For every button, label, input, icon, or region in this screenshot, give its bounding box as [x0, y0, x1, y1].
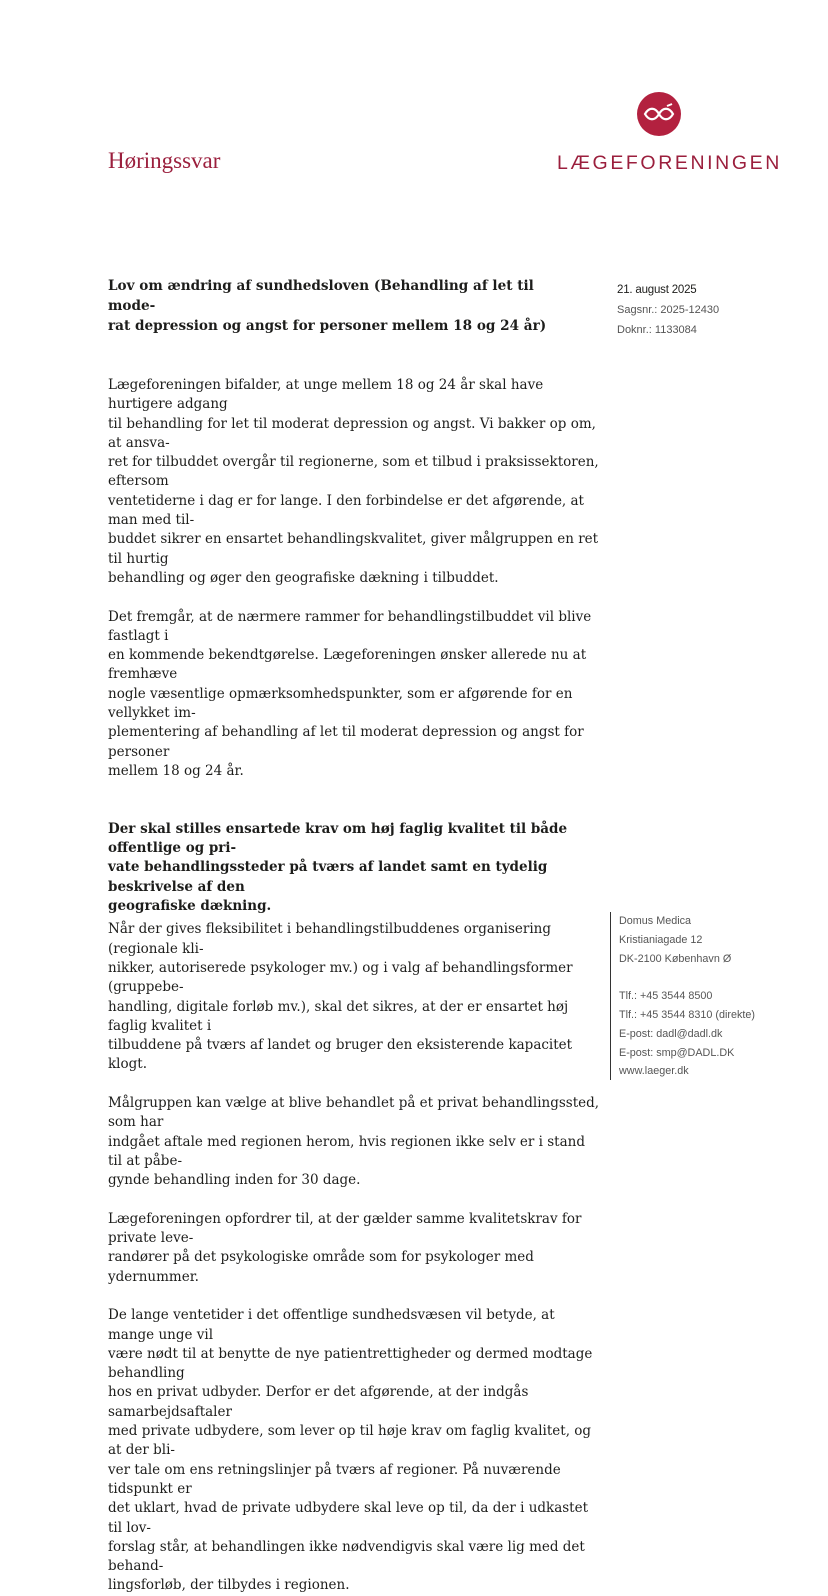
- contact-block: [610, 912, 779, 1080]
- text-line: være nødt til at benytte de nye patientrettigheder og dermed modtage behandling: [108, 1345, 593, 1382]
- paragraph-4: [108, 1094, 602, 1190]
- text-line: til behandling for let til moderat depression og angst. Vi bakker op om, at ansva-: [108, 415, 596, 451]
- text-line: ventetiderne i dag er for lange. I den forbindelse er det afgørende, at man med til-: [108, 492, 584, 529]
- document-number: Doknr.: 1133084: [617, 324, 697, 336]
- text-line: det uklart, hvad de private udbydere skal leve op til, da der i udkastet til lov-: [108, 1500, 589, 1536]
- document-meta: [617, 280, 797, 340]
- contact-email-1: E-post: dadl@dadl.dk: [619, 1027, 723, 1040]
- text-line: randører på det psykologiske område som for psykologer med ydernummer.: [108, 1249, 534, 1285]
- text-line: forslag står, at behandlingen ikke nødvendigvis skal være lig med det behand-: [108, 1538, 585, 1575]
- contact-email-2: E-post: smp@DADL.DK: [619, 1046, 735, 1059]
- paragraph-6: [108, 1306, 602, 1595]
- text-line: Det fremgår, at de nærmere rammer for behandlingstilbuddet vil blive fastlagt i: [108, 608, 592, 644]
- document-title: [108, 276, 548, 336]
- text-line: Målgruppen kan vælge at blive behandlet på et privat behandlingssted, som har: [108, 1094, 600, 1131]
- text-line: behandling og øger den geografiske dækning i tilbuddet.: [108, 569, 499, 586]
- paragraph-3: [108, 920, 602, 1074]
- contact-website: www.laeger.dk: [619, 1065, 689, 1078]
- text-line: en kommende bekendtgørelse. Lægeforeningen ønsker allerede nu at fremhæve: [108, 647, 587, 683]
- paragraph-2: [108, 608, 602, 782]
- text-line: Der skal stilles ensartede krav om høj faglig kvalitet til både offentlige og pri-: [108, 820, 568, 857]
- text-line: lingsforløb, der tilbydes i regionen.: [108, 1577, 350, 1594]
- contact-org: Domus Medica: [619, 915, 692, 927]
- text-line: buddet sikrer en ensartet behandlingskvalitet, giver målgruppen en ret til hurtig: [108, 531, 599, 567]
- document-date: 21. august 2025: [617, 284, 697, 296]
- logo-emblem: [637, 92, 681, 136]
- paragraph-5: [108, 1210, 602, 1287]
- text-line: indgået aftale med regionen herom, hvis regionen ikke selv er i stand til at påbe-: [108, 1133, 585, 1169]
- contact-phone: Tlf.: +45 3544 8500: [619, 990, 713, 1003]
- text-line: mellem 18 og 24 år.: [108, 762, 244, 779]
- text-line: Når der gives fleksibilitet i behandlingstilbuddenes organisering (regionale kli-: [108, 921, 552, 957]
- document-type-heading: Høringssvar: [108, 148, 221, 173]
- text-line: plementering af behandling af let til moderat depression og angst for personer: [108, 724, 584, 760]
- paragraph-1: [108, 376, 602, 588]
- text-line: tilbuddene på tværs af landet og bruger den eksisterende kapacitet klogt.: [108, 1037, 573, 1073]
- case-number: Sagsnr.: 2025-12430: [617, 304, 720, 316]
- document-body: [108, 376, 602, 1596]
- text-line: handling, digitale forløb mv.), skal det sikres, at der er ensartet høj faglig kvalitet i: [108, 998, 569, 1034]
- text-line: ver tale om ens retningslinjer på tværs af regioner. På nuværende tidspunkt er: [108, 1461, 561, 1497]
- text-line: nogle væsentlige opmærksomhedspunkter, som er afgørende for en vellykket im-: [108, 685, 573, 722]
- text-line: gynde behandling inden for 30 dage.: [108, 1172, 361, 1189]
- text-line: hos en privat udbyder. Derfor er det afgørende, at der indgås samarbejdsaftaler: [108, 1384, 529, 1420]
- text-line: Lægeforeningen opfordrer til, at der gælder samme kvalitetskrav for private leve-: [108, 1210, 582, 1247]
- title-line: rat depression og angst for personer mellem 18 og 24 år): [108, 318, 547, 334]
- text-line: nikker, autoriserede psykologer mv.) og i valg af behandlingsformer (gruppebe-: [108, 959, 573, 996]
- text-line: geografiske dækning.: [108, 898, 272, 915]
- text-line: vate behandlingssteder på tværs af landet samt en tydelig beskrivelse af den: [108, 859, 548, 895]
- text-line: ret for tilbuddet overgår til regionerne, som et tilbud i praksissektoren, eftersom: [108, 454, 599, 490]
- logo-wordmark: LÆGEFORENINGEN: [557, 152, 782, 174]
- text-line: De lange ventetider i det offentlige sundhedsvæsen vil betyde, at mange unge vil: [108, 1307, 555, 1343]
- text-line: med private udbydere, som lever op til høje krav om faglig kvalitet, og at der bli-: [108, 1423, 592, 1459]
- text-line: Lægeforeningen bifalder, at unge mellem 18 og 24 år skal have hurtigere adgang: [108, 377, 544, 413]
- serpent-icon: [637, 92, 681, 136]
- contact-phone-direct: Tlf.: +45 3544 8310 (direkte): [619, 1008, 755, 1021]
- section-subheading: [108, 820, 602, 916]
- contact-city: DK-2100 København Ø: [619, 952, 732, 965]
- title-line: Lov om ændring af sundhedsloven (Behandling af let til mode-: [108, 278, 534, 314]
- contact-street: Kristianiagade 12: [619, 933, 703, 946]
